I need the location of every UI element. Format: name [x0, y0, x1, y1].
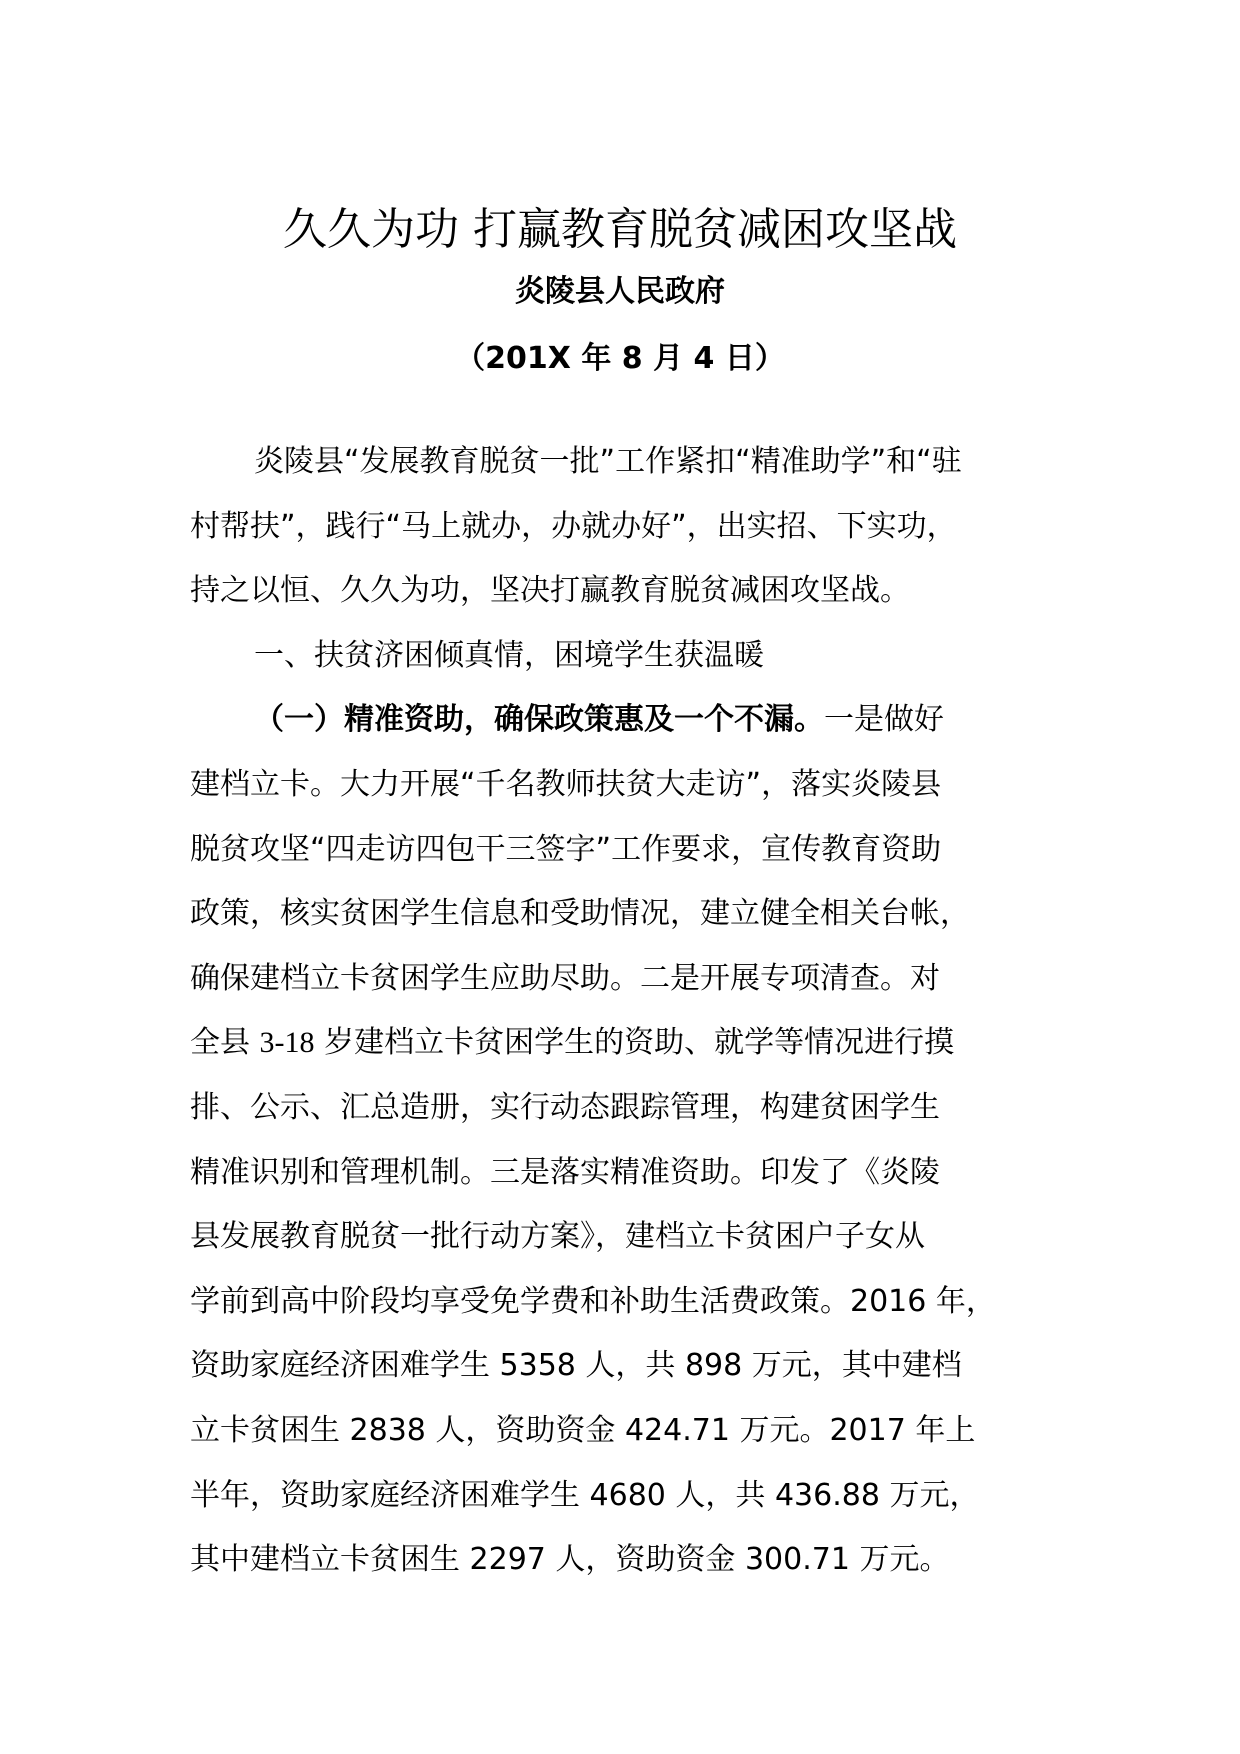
section-heading: 一、扶贫济困倾真情，困境学生获温暖	[254, 637, 764, 673]
document-author: 炎陵县人民政府	[515, 274, 725, 309]
body-line: 资助家庭经济困难学生 5358 人，共 898 万元，其中建档	[190, 1348, 962, 1384]
body-line-text: 全县	[190, 1025, 260, 1061]
body-line	[190, 1011, 1070, 1076]
body-line-text: 一是做好	[824, 702, 944, 738]
body-line: 精准识别和管理机制。三是落实精准资助。印发了《炎陵	[190, 1154, 940, 1190]
body-line: 立卡贫困生 2838 人，资助资金 424.71 万元。2017 年上	[190, 1412, 976, 1448]
body-line: 政策，核实贫困学生信息和受助情况，建立健全相关台帐，	[190, 896, 970, 932]
subsection-heading: （一）精准资助，确保政策惠及一个不漏。	[254, 702, 824, 738]
document-title: 久久为功 打赢教育脱贫减困攻坚战	[283, 204, 957, 255]
body-line: 确保建档立卡贫困学生应助尽助。二是开展专项清查。对	[190, 960, 940, 996]
body-line: 持之以恒、久久为功，坚决打赢教育脱贫减困攻坚战。	[190, 573, 910, 609]
age-range: 3-18	[259, 1026, 315, 1060]
body-line-text: 岁建档立卡贫困学生的资助、就学等情况进行摸	[314, 1025, 955, 1061]
document-date: （201X 年 8 月 4 日）	[455, 341, 785, 376]
document-body	[190, 430, 1070, 1593]
body-line: 学前到高中阶段均享受免学费和补助生活费政策。2016 年，	[190, 1283, 996, 1319]
body-line: 排、公示、汇总造册，实行动态跟踪管理，构建贫困学生	[190, 1089, 940, 1125]
body-line: 其中建档立卡贫困生 2297 人，资助资金 300.71 万元。	[190, 1542, 950, 1578]
body-line: 村帮扶”，践行“马上就办，办就办好”，出实招、下实功，	[190, 508, 957, 544]
body-line: 建档立卡。大力开展“千名教师扶贫大走访”，落实炎陵县	[190, 766, 942, 802]
body-line: 半年，资助家庭经济困难学生 4680 人，共 436.88 万元，	[190, 1477, 980, 1513]
body-line	[190, 688, 1070, 753]
body-line: 脱贫攻坚“四走访四包干三签字”工作要求，宣传教育资助	[190, 831, 942, 867]
body-line: 炎陵县“发展教育脱贫一批”工作紧扣“精准助学”和“驻	[254, 444, 962, 479]
body-line: 县发展教育脱贫一批行动方案》，建档立卡贫困户子女从	[190, 1219, 925, 1255]
